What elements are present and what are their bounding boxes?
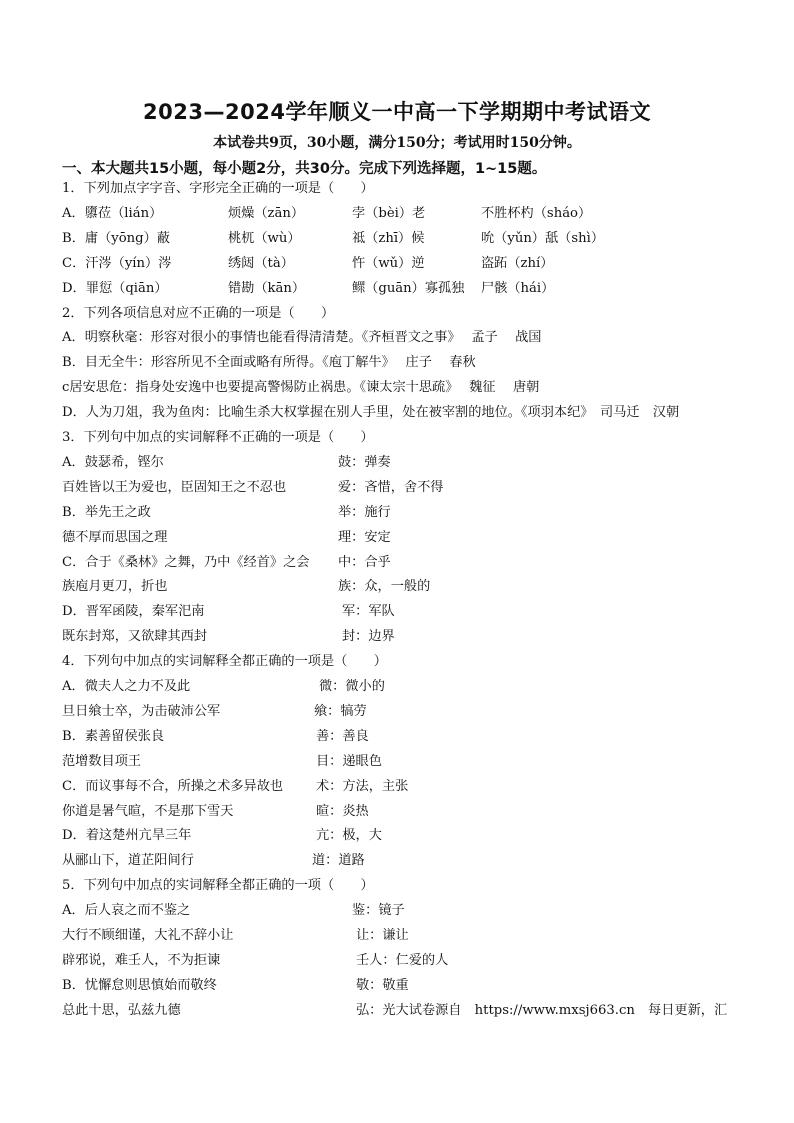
item-text: 百姓皆以王为爱也，臣固知王之不忍也 — [62, 479, 287, 495]
item-text: B．素善留侯张良 — [62, 728, 165, 744]
gloss-text: 鼓：弹奏 — [338, 454, 391, 470]
item-text: B．忧懈怠则思慎始而敬终 — [62, 977, 217, 993]
section-heading: 一、本大题共15小题，每小题2分，共30分。完成下列选择题，1~15题。 — [62, 161, 547, 177]
gloss-text: 术：方法，主张 — [316, 778, 409, 794]
gloss-text: 鉴：镜子 — [352, 903, 405, 919]
gloss-text: 亢：极，大 — [316, 828, 382, 844]
option-item: 尸骸（hái） — [481, 280, 555, 296]
item-text: 德不厚而思国之理 — [62, 529, 168, 545]
item-text: 旦日飨士卒，为击破沛公军 — [62, 703, 221, 719]
item-text: C．而议事每不合，所操之术多异故也 — [62, 778, 284, 794]
question-text: c居安思危：指身处安逸中也要提高警惕防止祸患。《谏太宗十思疏》 魏征 唐朝 — [62, 380, 540, 396]
item-text: 族庖月更刀，折也 — [62, 579, 168, 595]
item-text: B．举先王之政 — [62, 504, 151, 520]
item-text: A．后人哀之而不鉴之 — [62, 903, 191, 919]
question-text: B．目无全牛：形容所见不全面或略有所得。《庖丁解牛》 庄子 春秋 — [62, 355, 476, 371]
gloss-text: 飨：犒劳 — [314, 703, 367, 719]
option-item: 吮（yǔn）舐（shì） — [481, 230, 605, 246]
option-item: 绣闼（tà） — [228, 255, 294, 271]
gloss-text: 让：谦让 — [356, 928, 409, 943]
gloss-text: 壬人：仁爱的人 — [356, 952, 449, 968]
page-title: 2023—2024学年顺义一中高一下学期期中考试语文 — [143, 100, 651, 124]
question-text: 1．下列加点字字音、字形完全正确的一项是（ ） — [62, 181, 374, 196]
gloss-text: 弘：光大试卷源自 https://www.mxsj663.cn 每日更新，汇 — [356, 1002, 728, 1018]
question-text: 2．下列各项信息对应不正确的一项是（ ） — [62, 305, 335, 321]
item-text: 从郦山下，道芷阳间行 — [62, 853, 194, 869]
option-item: 错勘（kān） — [228, 280, 306, 296]
item-text: 既东封郑，又欲肆其西封 — [62, 629, 208, 645]
item-text: A．鼓瑟希，铿尔 — [62, 454, 164, 470]
gloss-text: 微：微小的 — [319, 679, 385, 694]
question-text: 3．下列句中加点的实词解释不正确的一项是（ ） — [62, 430, 374, 445]
gloss-text: 爱：吝惜，舍不得 — [338, 479, 444, 495]
item-text: D．晋军函陵，秦军汜南 — [62, 604, 205, 620]
item-text: A．隳莅（lián） — [62, 205, 163, 221]
option-item: 盗跖（zhí） — [481, 255, 554, 271]
item-text: 大行不顾细谨，大礼不辞小让 — [62, 928, 234, 943]
gloss-text: 暄：炎热 — [316, 803, 369, 819]
item-text: B．庸（yōng）蔽 — [62, 230, 170, 246]
item-text: A．微夫人之力不及此 — [62, 679, 191, 694]
item-text: D．着这楚州亢旱三年 — [62, 828, 192, 844]
option-item: 忤（wǔ）逆 — [352, 255, 425, 271]
item-text: C．合于《桑林》之舞，乃中《经首》之会 — [62, 554, 310, 570]
gloss-text: 目：递眼色 — [316, 753, 382, 769]
gloss-text: 军：军队 — [342, 604, 395, 620]
gloss-text: 理：安定 — [338, 529, 391, 545]
option-item: 桃杌（wù） — [228, 230, 301, 246]
exam-info: 本试卷共9页，30小题，满分150分；考试用时150分钟。 — [213, 135, 581, 151]
option-item: 不胜杯杓（sháo） — [481, 205, 592, 221]
gloss-text: 道：道路 — [312, 853, 365, 869]
option-item: 孛（bèi）老 — [352, 205, 426, 221]
gloss-text: 封：边界 — [342, 629, 395, 645]
question-text: 4．下列句中加点的实词解释全都正确的一项是（ ） — [62, 654, 387, 670]
question-text: D．人为刀俎，我为鱼肉：比喻生杀大权掌握在别人手里，处在被宰割的地位。《项羽本纪》 司马迁 汉朝 — [62, 405, 680, 421]
item-text: 范增数目项王 — [62, 753, 142, 769]
option-item: 烦燥（zān） — [228, 205, 305, 221]
gloss-text: 中：合乎 — [338, 554, 391, 570]
item-text: 总此十思，弘兹九德 — [62, 1002, 181, 1018]
gloss-text: 敬：敬重 — [356, 977, 409, 993]
gloss-text: 举：施行 — [338, 504, 391, 520]
item-text: C．汗涔（yín）涔 — [62, 255, 172, 271]
item-text: D．罪愆（qiān） — [62, 280, 168, 296]
item-text: 你道是暑气暄，不是那下雪天 — [62, 803, 234, 819]
option-item: 鳏（guān）寡孤独 — [352, 280, 465, 296]
question-text: 5．下列句中加点的实词解释全都正确的一项（ ） — [62, 878, 374, 894]
option-item: 祗（zhī）候 — [352, 230, 425, 246]
item-text: 辟邪说，难壬人，不为拒谏 — [62, 952, 221, 968]
question-text: A．明察秋毫：形容对很小的事情也能看得清清楚。《齐桓晋文之事》 孟子 战国 — [62, 330, 542, 346]
gloss-text: 善：善良 — [316, 728, 369, 744]
gloss-text: 族：众，一般的 — [338, 579, 431, 595]
